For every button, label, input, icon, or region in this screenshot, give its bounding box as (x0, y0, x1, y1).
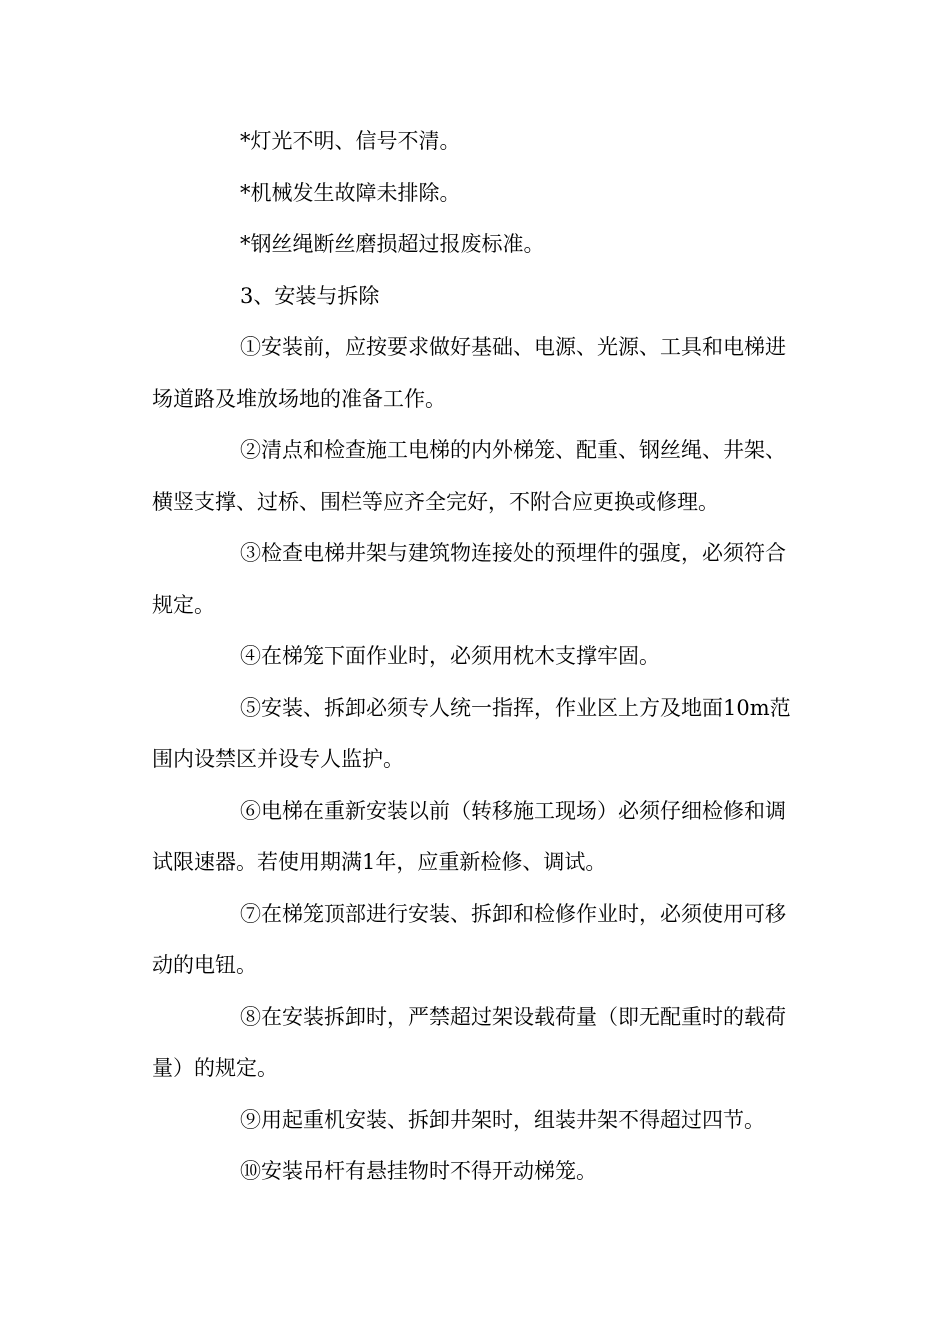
paragraph-item-8: ⑧在安装拆卸时，严禁超过架设载荷量（即无配重时的载荷量）的规定。 (152, 1004, 786, 1080)
paragraph-item-6: ⑥电梯在重新安装以前（转移施工现场）必须仔细检修和调试限速器。若使用期满1年，应重新检修、调试。 (152, 798, 786, 874)
paragraph-item-9: ⑨用起重机安装、拆卸井架时，组装井架不得超过四节。 (240, 1107, 765, 1132)
paragraph-item-7: ⑦在梯笼顶部进行安装、拆卸和检修作业时，必须使用可移动的电钮。 (152, 901, 786, 977)
paragraph-item-3: ③检查电梯井架与建筑物连接处的预埋件的强度，必须符合规定。 (152, 541, 786, 617)
paragraph-item-2: ②清点和检查施工电梯的内外梯笼、配重、钢丝绳、井架、横竖支撑、过桥、围栏等应齐全完好，不附合应更换或修理。 (152, 438, 786, 514)
paragraph-item-5: ⑤安装、拆卸必须专人统一指挥，作业区上方及地面10m范围内设禁区并设专人监护。 (152, 695, 791, 771)
body-text (152, 116, 802, 1198)
section-heading: 3、安装与拆除 (240, 283, 380, 308)
paragraph-3: *钢丝绳断丝磨损超过报废标准。 (240, 232, 545, 256)
paragraph-1: *灯光不明、信号不清。 (240, 129, 461, 153)
paragraph-item-1: ①安装前，应按要求做好基础、电源、光源、工具和电梯进场道路及堆放场地的准备工作。 (152, 335, 786, 411)
paragraph-2: *机械发生故障未排除。 (240, 180, 461, 205)
paragraph-item-10: ⑩安装吊杆有悬挂物时不得开动梯笼。 (240, 1159, 597, 1183)
paragraph-item-4: ④在梯笼下面作业时，必须用枕木支撑牢固。 (240, 644, 660, 668)
